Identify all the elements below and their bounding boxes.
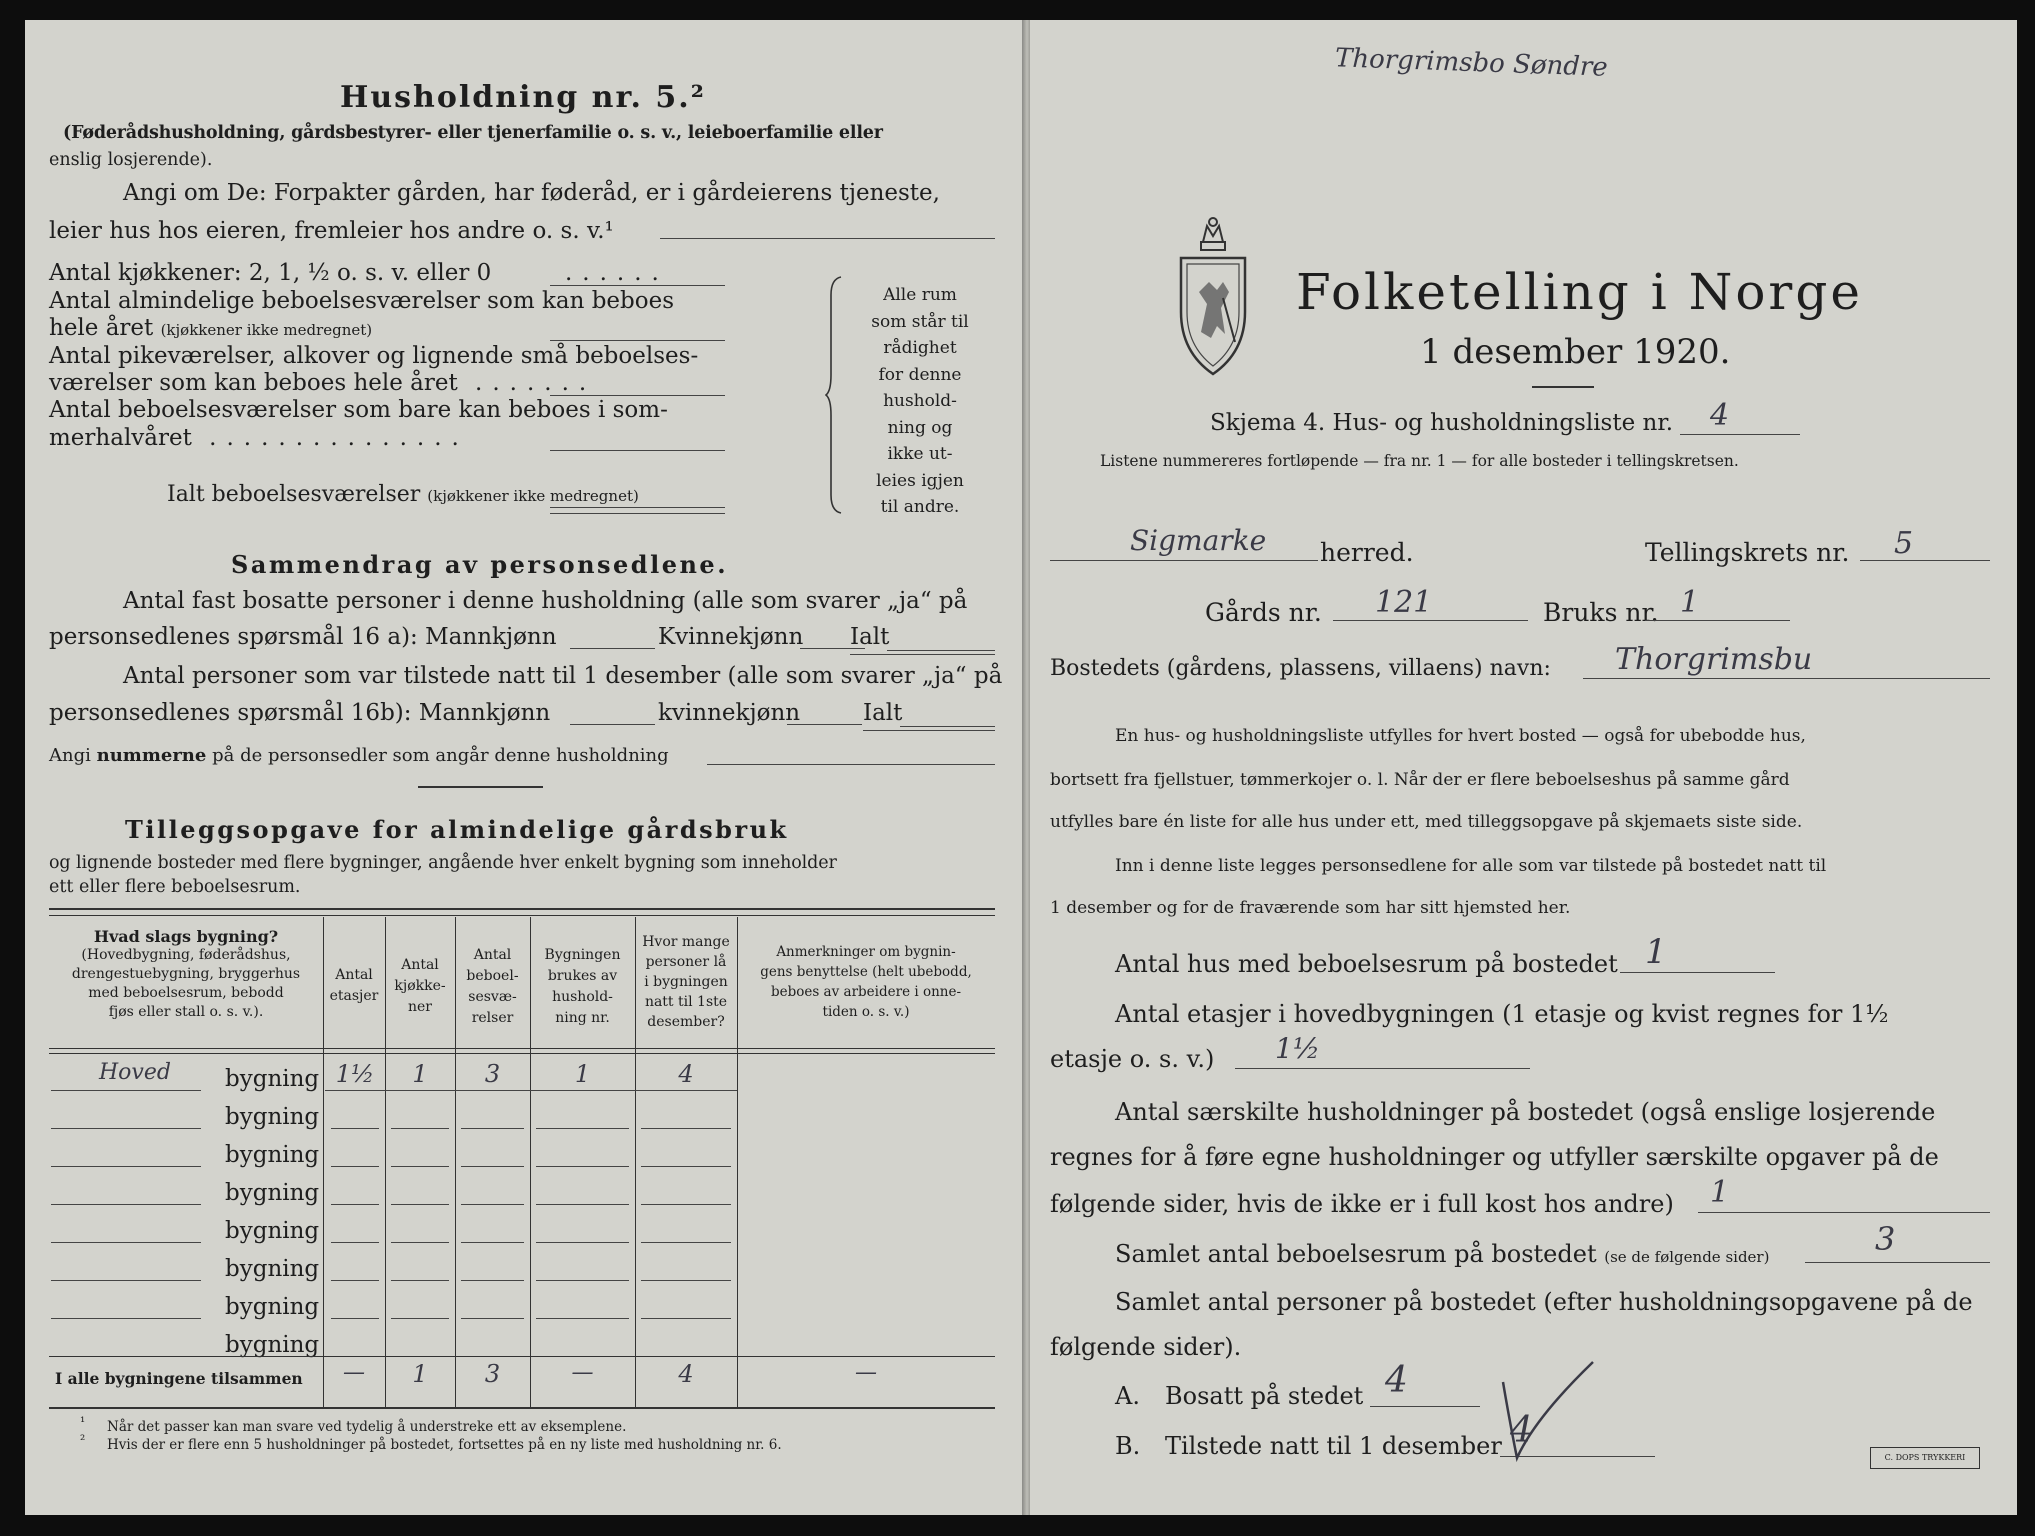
sarskilte-line-1: Antal særskilte husholdninger på bostedet (også enslige losjerende	[1115, 1098, 1936, 1126]
col-header-anmerkninger: Anmerkninger om bygnin- gens benyttelse (helt ubebodd, beboes av arbeidere i onne- tiden o. s. v.)	[760, 944, 972, 1020]
bosatt-label: Bosatt på stedet	[1165, 1382, 1364, 1410]
intro-line-2: enslig losjerende).	[49, 150, 213, 170]
brace-icon	[825, 275, 847, 515]
gards-label: Gårds nr.	[1205, 598, 1322, 627]
row-cell-fill[interactable]	[461, 1242, 524, 1243]
pike-fill[interactable]	[550, 395, 725, 396]
row-cell-fill[interactable]	[536, 1242, 629, 1243]
bosatt-fill[interactable]	[1370, 1406, 1480, 1407]
til-ialt-fill[interactable]	[900, 726, 995, 727]
total-etasjer: —	[343, 1360, 365, 1385]
row-cell-fill[interactable]	[641, 1166, 731, 1167]
census-date: 1 desember 1920.	[1420, 332, 1731, 372]
herred-fill[interactable]	[1050, 560, 1318, 561]
cell-etasjer: 1½	[335, 1060, 375, 1088]
alm-fill[interactable]	[550, 340, 725, 341]
row-label: bygning	[225, 1066, 320, 1092]
coat-of-arms-icon	[1173, 212, 1253, 382]
table-row[interactable]	[49, 1098, 995, 1134]
tilstede-label: Tilstede natt til 1 desember	[1165, 1432, 1502, 1460]
left-page	[25, 20, 1023, 1515]
etasjer-fill[interactable]	[1235, 1068, 1530, 1069]
bosted-fill[interactable]	[1583, 678, 1990, 679]
pike-line-1: Antal pikeværelser, alkover og lignende små beboelses-	[49, 343, 699, 369]
skjema-number: 4	[1710, 398, 1730, 433]
tilstede-label-letter: B.	[1115, 1432, 1141, 1460]
sarskilte-line-2: regnes for å føre egne husholdninger og utfyller særskilte opgaver på de	[1050, 1143, 1939, 1171]
tellingskrets-label: Tellingskrets nr.	[1645, 538, 1850, 567]
row-name-fill[interactable]	[51, 1204, 201, 1205]
bruks-fill[interactable]	[1645, 620, 1790, 621]
footnote-mark-2: ²	[80, 1433, 86, 1448]
table-row[interactable]	[49, 1212, 995, 1248]
row-cell-fill[interactable]	[331, 1280, 379, 1281]
bruks-value: 1	[1680, 585, 1700, 620]
instr-2: bortsett fra fjellstuer, tømmerkojer o. l. Når der er flere beboelseshus på samme gård	[1050, 770, 1790, 790]
fast-ialt-underline	[850, 654, 995, 655]
tillegg-title: Tilleggsopgave for almindelige gårdsbruk	[125, 815, 789, 844]
row-cell-fill[interactable]	[536, 1128, 629, 1129]
sommer-line-2: merhalvåret ...............	[49, 425, 469, 451]
ialt-fill[interactable]	[550, 507, 725, 508]
row-cell-fill[interactable]	[536, 1280, 629, 1281]
row-cell-fill[interactable]	[391, 1318, 449, 1319]
sommer-fill[interactable]	[550, 450, 725, 451]
tillegg-sub-2: ett eller flere beboelsesrum.	[49, 877, 301, 897]
row-cell-fill[interactable]	[536, 1166, 629, 1167]
footnote-1: Når det passer kan man svare ved tydelig å understreke ett av eksemplene.	[107, 1419, 627, 1435]
total-anm: —	[855, 1360, 877, 1385]
instr-4: Inn i denne liste legges personsedlene for alle som var tilstede på bostedet natt til	[1115, 856, 1827, 876]
samlet-pers-line-2: følgende sider).	[1050, 1333, 1242, 1361]
til-mann-fill[interactable]	[570, 724, 655, 725]
cell-vaerelser: 3	[484, 1060, 501, 1088]
bracket-note: Alle rum som står til rådighet for denne hushold- ning og ikke ut- leies igjen til andre.	[871, 285, 969, 517]
right-page	[1030, 20, 2017, 1515]
ialt-line: Ialt beboelsesværelser (kjøkkener ikke medregnet)	[167, 482, 639, 507]
angi-nummer-fill[interactable]	[707, 764, 995, 765]
etasjer-value: 1½	[1275, 1032, 1320, 1065]
row-cell-fill[interactable]	[461, 1318, 524, 1319]
col-header-husholdning: Bygningen brukes av hushold- ning nr.	[544, 947, 621, 1026]
table-row[interactable]	[49, 1250, 995, 1286]
instr-1: En hus- og husholdningsliste utfylles for hvert bosted — også for ubebodde hus,	[1115, 726, 1806, 746]
row-cell-fill[interactable]	[391, 1204, 449, 1205]
col-header-type: Hvad slags bygning? (Hovedbygning, føderådshus, drengestuebygning, bryggerhus med beboelsesrum, bebodd fjøs eller stall o. s. v.).	[71, 927, 301, 1020]
row-cell-fill[interactable]	[641, 1280, 731, 1281]
sommer-line-1: Antal beboelsesværelser som bare kan beboes i som-	[49, 397, 668, 423]
gards-value: 121	[1375, 585, 1433, 620]
til-ialt-underline	[863, 730, 995, 731]
antal-hus-value: 1	[1645, 932, 1667, 972]
angi-fill-line[interactable]	[660, 238, 995, 239]
printer-stamp: C. DOPS TRYKKERI	[1870, 1447, 1980, 1469]
skjema-fill[interactable]	[1680, 434, 1800, 435]
alm-line-2: hele året (kjøkkener ikke medregnet)	[49, 315, 373, 341]
col-header-kjokkener: Antal kjøkke- ner	[394, 957, 446, 1015]
fast-line-2: personsedlenes spørsmål 16 a): Mannkjønn	[49, 624, 557, 650]
sarskilte-fill[interactable]	[1698, 1212, 1990, 1213]
ialt-fill-double	[550, 513, 725, 514]
fast-ialt-fill[interactable]	[887, 650, 995, 651]
sammendrag-title: Sammendrag av personsedlene.	[231, 550, 729, 579]
instr-5: 1 desember og for de fraværende som har sitt hjemsted her.	[1050, 898, 1571, 918]
section-divider	[418, 786, 543, 788]
samlet-rum-value: 3	[1875, 1220, 1896, 1258]
row-name-fill[interactable]	[51, 1280, 201, 1281]
row-cell-fill[interactable]	[461, 1128, 524, 1129]
table-row[interactable]	[49, 1060, 995, 1100]
gards-fill[interactable]	[1333, 620, 1528, 621]
col-header-vaerelser: Antal beboel- sesvæ- relser	[466, 947, 519, 1026]
row-cell-fill[interactable]	[641, 1204, 731, 1205]
footnote-2: Hvis der er flere enn 5 husholdninger på bostedet, fortsettes på en ny liste med husholdning nr. 6.	[107, 1437, 782, 1453]
row-cell-fill[interactable]	[641, 1318, 731, 1319]
bosted-value: Thorgrimsbu	[1615, 642, 1813, 677]
angi-nummer-line: Angi nummerne på de personsedler som angår denne husholdning	[49, 745, 669, 766]
col-header-personer: Hvor mange personer lå i bygningen natt til 1ste desember?	[642, 934, 730, 1030]
cell-personer: 4	[678, 1060, 694, 1088]
total-vaerelser: 3	[484, 1360, 501, 1388]
etasjer-line-1: Antal etasjer i hovedbygningen (1 etasje og kvist regnes for 1½	[1115, 1000, 1889, 1028]
tellingskrets-fill[interactable]	[1860, 560, 1990, 561]
row-cell-fill[interactable]	[461, 1166, 524, 1167]
til-line-2: personsedlenes spørsmål 16b): Mannkjønn	[49, 700, 551, 726]
title-divider	[1532, 386, 1594, 388]
instr-3: utfylles bare én liste for alle hus under ett, med tilleggsopgave på skjemaets siste side.	[1050, 812, 1803, 832]
row-label: bygning	[225, 1332, 320, 1358]
fast-line-1: Antal fast bosatte personer i denne husholdning (alle som svarer „ja“ på	[123, 588, 968, 614]
tillegg-sub-1: og lignende bosteder med flere bygninger, angående hver enkelt bygning som inneholder	[49, 853, 837, 873]
row-cell-fill[interactable]	[391, 1166, 449, 1167]
table-header-line	[49, 1048, 995, 1049]
kjokkener-fill[interactable]	[550, 285, 725, 286]
row-building-name: Hoved	[99, 1060, 171, 1085]
row-label: bygning	[225, 1104, 320, 1130]
angi-line-1: Angi om De: Forpakter gården, har føderåd, er i gårdeierens tjeneste,	[123, 180, 940, 206]
cell-kjokkener: 1	[412, 1060, 428, 1088]
kjokkener-dots: ......	[565, 260, 669, 286]
alm-line-1: Antal almindelige beboelsesværelser som kan beboes	[49, 288, 675, 314]
etasjer-line-2: etasje o. s. v.)	[1050, 1045, 1215, 1073]
pike-line-2: værelser som kan beboes hele året .......	[49, 370, 597, 396]
til-kvinne-label: kvinnekjønn	[658, 700, 801, 726]
check-mark-icon	[1495, 1358, 1605, 1468]
row-name-fill[interactable]	[51, 1128, 201, 1129]
total-personer: 4	[678, 1360, 694, 1388]
col-header-etasjer: Antal etasjer	[329, 967, 379, 1004]
listene-note: Listene nummereres fortløpende — fra nr. 1 — for alle bosteder i tellingskretsen.	[1100, 452, 1739, 470]
samlet-rum-line: Samlet antal beboelsesrum på bostedet (se de følgende sider)	[1115, 1240, 1770, 1268]
row-label: bygning	[225, 1142, 320, 1168]
row-cell-fill[interactable]	[331, 1166, 379, 1167]
tilstede-value: 4	[1510, 1410, 1533, 1451]
row-cell-fill[interactable]	[536, 1204, 629, 1205]
row-cell-fill[interactable]	[536, 1318, 629, 1319]
table-row[interactable]	[49, 1288, 995, 1324]
bruks-label: Bruks nr.	[1543, 598, 1659, 627]
table-header-line-2	[49, 1053, 995, 1054]
angi-line-2: leier hus hos eieren, fremleier hos andre o. s. v.¹	[49, 218, 614, 244]
fast-mann-fill[interactable]	[570, 648, 655, 649]
row-label: bygning	[225, 1256, 320, 1282]
row-cell-fill[interactable]	[461, 1204, 524, 1205]
til-line-1: Antal personer som var tilstede natt til 1 desember (alle som svarer „ja“ på	[123, 663, 1003, 689]
table-top-line-2	[49, 915, 995, 916]
antal-hus-fill[interactable]	[1620, 972, 1775, 973]
row-cell-fill[interactable]	[331, 1242, 379, 1243]
row-name-fill[interactable]	[51, 1166, 201, 1167]
row-cell-fill[interactable]	[391, 1280, 449, 1281]
bosted-label: Bostedets (gårdens, plassens, villaens) navn:	[1050, 656, 1551, 681]
table-total-line	[49, 1356, 995, 1357]
total-label: I alle bygningene tilsammen	[55, 1369, 303, 1388]
table-bottom-line	[49, 1407, 995, 1409]
row-cell-fill[interactable]	[331, 1128, 379, 1129]
kjokkener-label: Antal kjøkkener: 2, 1, ½ o. s. v. eller 0	[49, 260, 492, 286]
sarskilte-value: 1	[1710, 1175, 1730, 1210]
row-cell-fill[interactable]	[391, 1128, 449, 1129]
handwritten-farm-name: Thorgrimsbo Søndre	[1334, 43, 1609, 83]
til-ialt-label: Ialt	[863, 700, 903, 726]
tellingskrets-value: 5	[1894, 526, 1914, 561]
fast-ialt-label: Ialt	[850, 624, 890, 650]
total-husholdning: —	[571, 1360, 594, 1385]
table-row[interactable]	[49, 1174, 995, 1210]
row-cell-fill[interactable]	[641, 1242, 731, 1243]
row-cell-fill[interactable]	[391, 1242, 449, 1243]
footnote-mark-1: ¹	[80, 1415, 86, 1430]
table-row[interactable]	[49, 1136, 995, 1172]
herred-value: Sigmarke	[1130, 524, 1267, 557]
sarskilte-line-3: følgende sider, hvis de ikke er i full kost hos andre)	[1050, 1190, 1674, 1218]
cell-husholdning: 1	[574, 1060, 591, 1088]
row-cell-fill[interactable]	[331, 1318, 379, 1319]
total-kjokkener: 1	[412, 1360, 428, 1388]
row-label: bygning	[225, 1180, 320, 1206]
row-label: bygning	[225, 1294, 320, 1320]
antal-hus-label: Antal hus med beboelsesrum på bostedet	[1115, 950, 1618, 978]
row-name-fill[interactable]	[51, 1242, 201, 1243]
bosatt-value: 4	[1385, 1360, 1408, 1401]
skjema-line: Skjema 4. Hus- og husholdningsliste nr.	[1210, 410, 1674, 436]
til-kvinne-fill[interactable]	[787, 724, 862, 725]
herred-label: herred.	[1320, 538, 1414, 567]
samlet-pers-line-1: Samlet antal personer på bostedet (efter husholdningsopgavene på de	[1115, 1288, 1973, 1316]
row-cell-fill[interactable]	[461, 1280, 524, 1281]
row-label: bygning	[225, 1218, 320, 1244]
row-name-fill[interactable]	[51, 1318, 201, 1319]
table-top-line	[49, 908, 995, 910]
household-title: Husholdning nr. 5.²	[340, 80, 706, 115]
census-title: Folketelling i Norge	[1296, 263, 1863, 321]
row-cell-fill[interactable]	[331, 1204, 379, 1205]
samlet-rum-fill[interactable]	[1805, 1262, 1990, 1263]
row-cell-fill[interactable]	[641, 1128, 731, 1129]
bosatt-label-letter: A.	[1115, 1382, 1140, 1410]
fast-kvinne-label: Kvinnekjønn	[658, 624, 804, 650]
intro-line-1: (Føderådshusholdning, gårdsbestyrer- eller tjenerfamilie o. s. v., leieboerfamilie eller	[63, 123, 883, 143]
